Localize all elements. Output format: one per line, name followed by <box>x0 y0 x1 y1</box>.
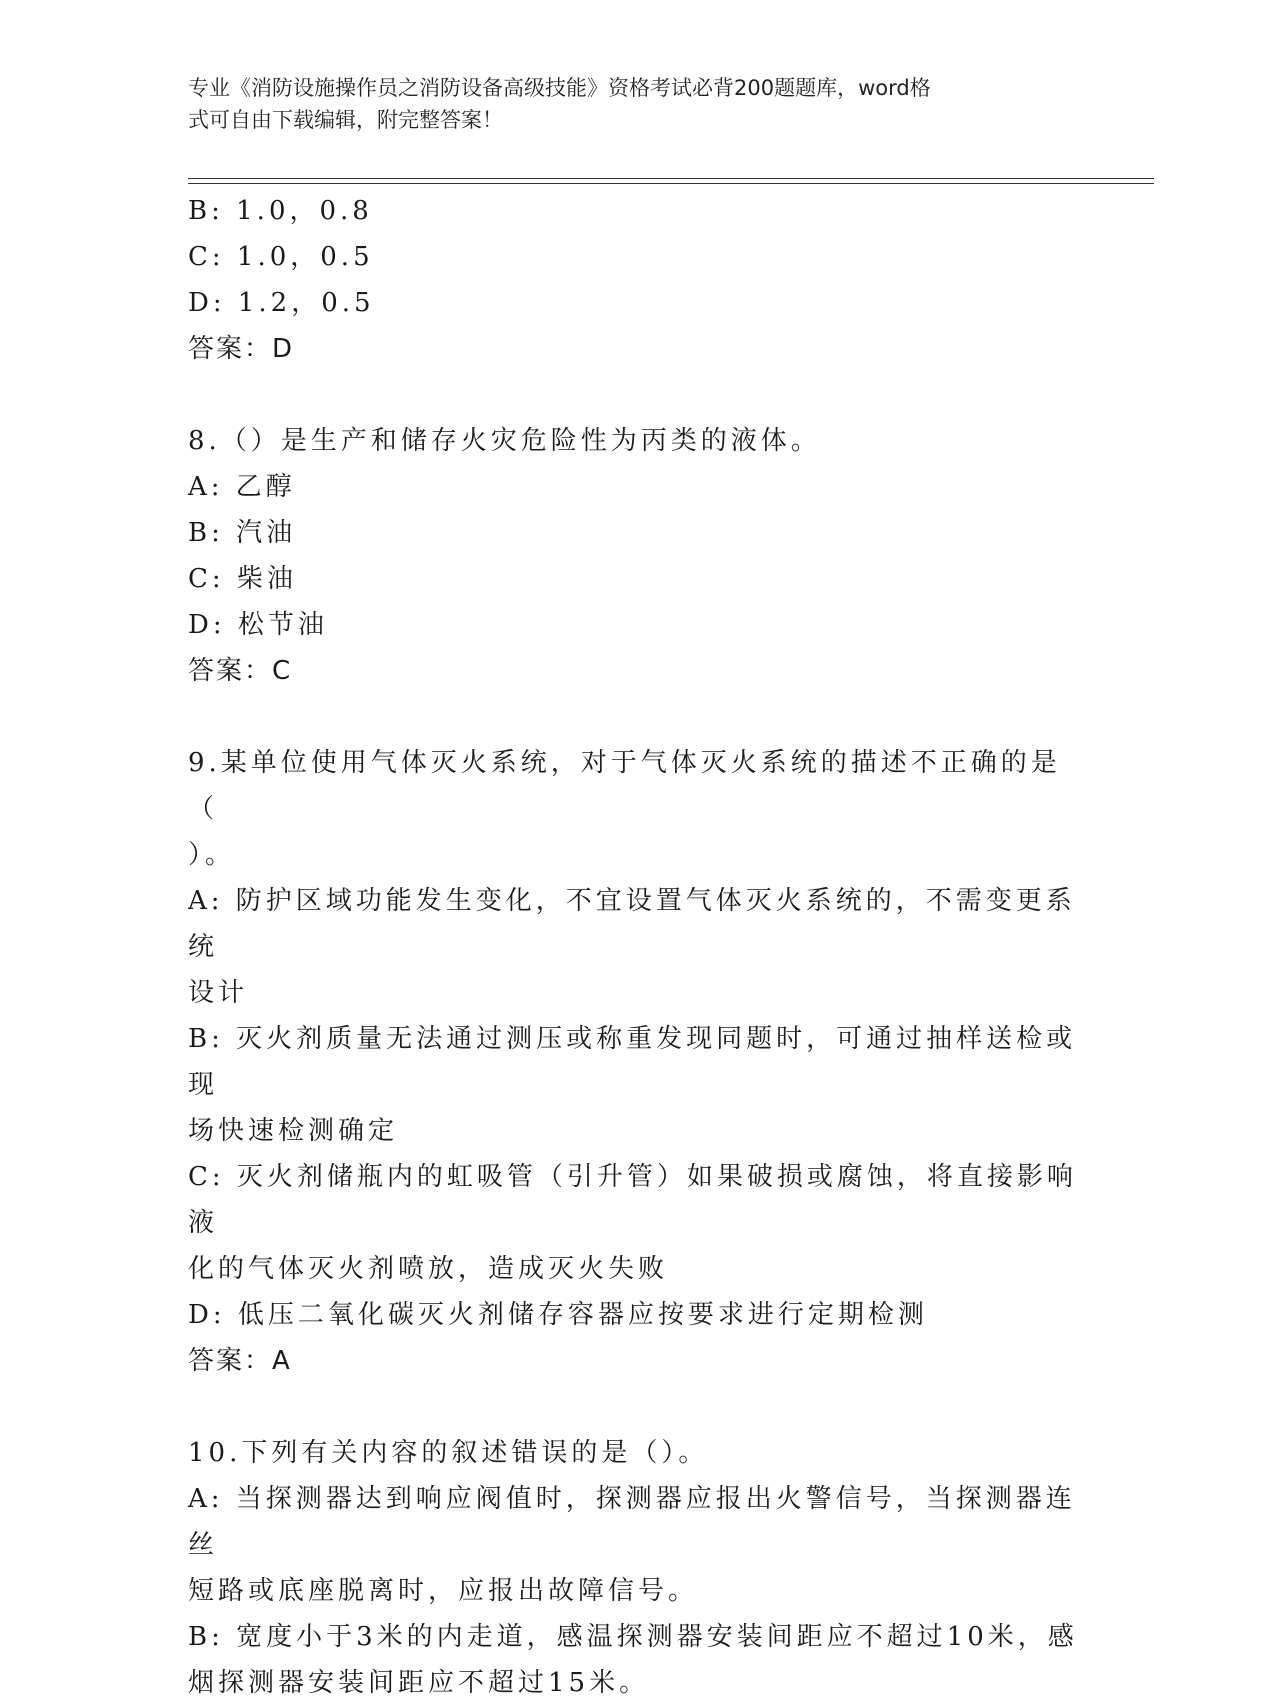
header-line-1: 专业《消防设施操作员之消防设备高级技能》资格考试必背200题题库，word格 <box>188 76 931 100</box>
option-d: D: 松节油 <box>188 610 328 640</box>
header-line-2: 式可自由下载编辑，附完整答案！ <box>188 108 503 132</box>
option-d: D: 低压二氧化碳灭火剂储存容器应按要求进行定期检测 <box>188 1300 928 1330</box>
option-b: B: 宽度小于3米的内走道，感温探测器安装间距应不超过10米，感 <box>188 1622 1078 1652</box>
option-b: B: 汽油 <box>188 518 297 548</box>
answer-line: 答案：D <box>188 334 295 364</box>
question-text: 10.下列有关内容的叙述错误的是（）。 <box>188 1438 709 1468</box>
question-content <box>188 188 1078 1706</box>
option-b: B: 灭火剂质量无法通过测压或称重发现同题时，可通过抽样送检或现 <box>188 1024 1077 1100</box>
option-c-cont: 化的气体灭火剂喷放，造成灭火失败 <box>188 1254 669 1284</box>
option-a: A: 乙醇 <box>188 472 296 502</box>
option-b-cont: 烟探测器安装间距应不超过15米。 <box>188 1668 650 1698</box>
question-10 <box>188 1430 1078 1706</box>
header-divider-top <box>188 178 1154 179</box>
question-text: 9.某单位使用气体灭火系统，对于气体灭火系统的描述不正确的是（ <box>188 748 1061 824</box>
option-b-cont: 场快速检测确定 <box>188 1116 399 1146</box>
option-a: A: 当探测器达到响应阀值时，探测器应报出火警信号，当探测器连丝 <box>188 1484 1076 1560</box>
question-7-tail <box>188 188 1078 372</box>
answer-line: 答案：A <box>188 1346 292 1376</box>
question-text-cont: ）。 <box>188 840 236 870</box>
option-c: C: 灭火剂储瓶内的虹吸管（引升管）如果破损或腐蚀，将直接影响液 <box>188 1162 1077 1238</box>
question-9 <box>188 740 1078 1384</box>
document-header <box>188 72 1068 136</box>
option-a-cont: 设计 <box>188 978 249 1008</box>
option-a: A: 防护区域功能发生变化，不宜设置气体灭火系统的，不需变更系统 <box>188 886 1076 962</box>
answer-line: 答案：C <box>188 656 293 686</box>
question-8 <box>188 418 1078 694</box>
option-b: B: 1.0，0.8 <box>188 196 373 226</box>
header-divider-bottom <box>188 183 1154 184</box>
option-d: D: 1.2，0.5 <box>188 288 375 318</box>
question-text: 8.（）是生产和储存火灾危险性为丙类的液体。 <box>188 426 821 456</box>
option-a-cont: 短路或底座脱离时，应报出故障信号。 <box>188 1576 699 1606</box>
option-c: C: 1.0，0.5 <box>188 242 374 272</box>
option-c: C: 柴油 <box>188 564 297 594</box>
